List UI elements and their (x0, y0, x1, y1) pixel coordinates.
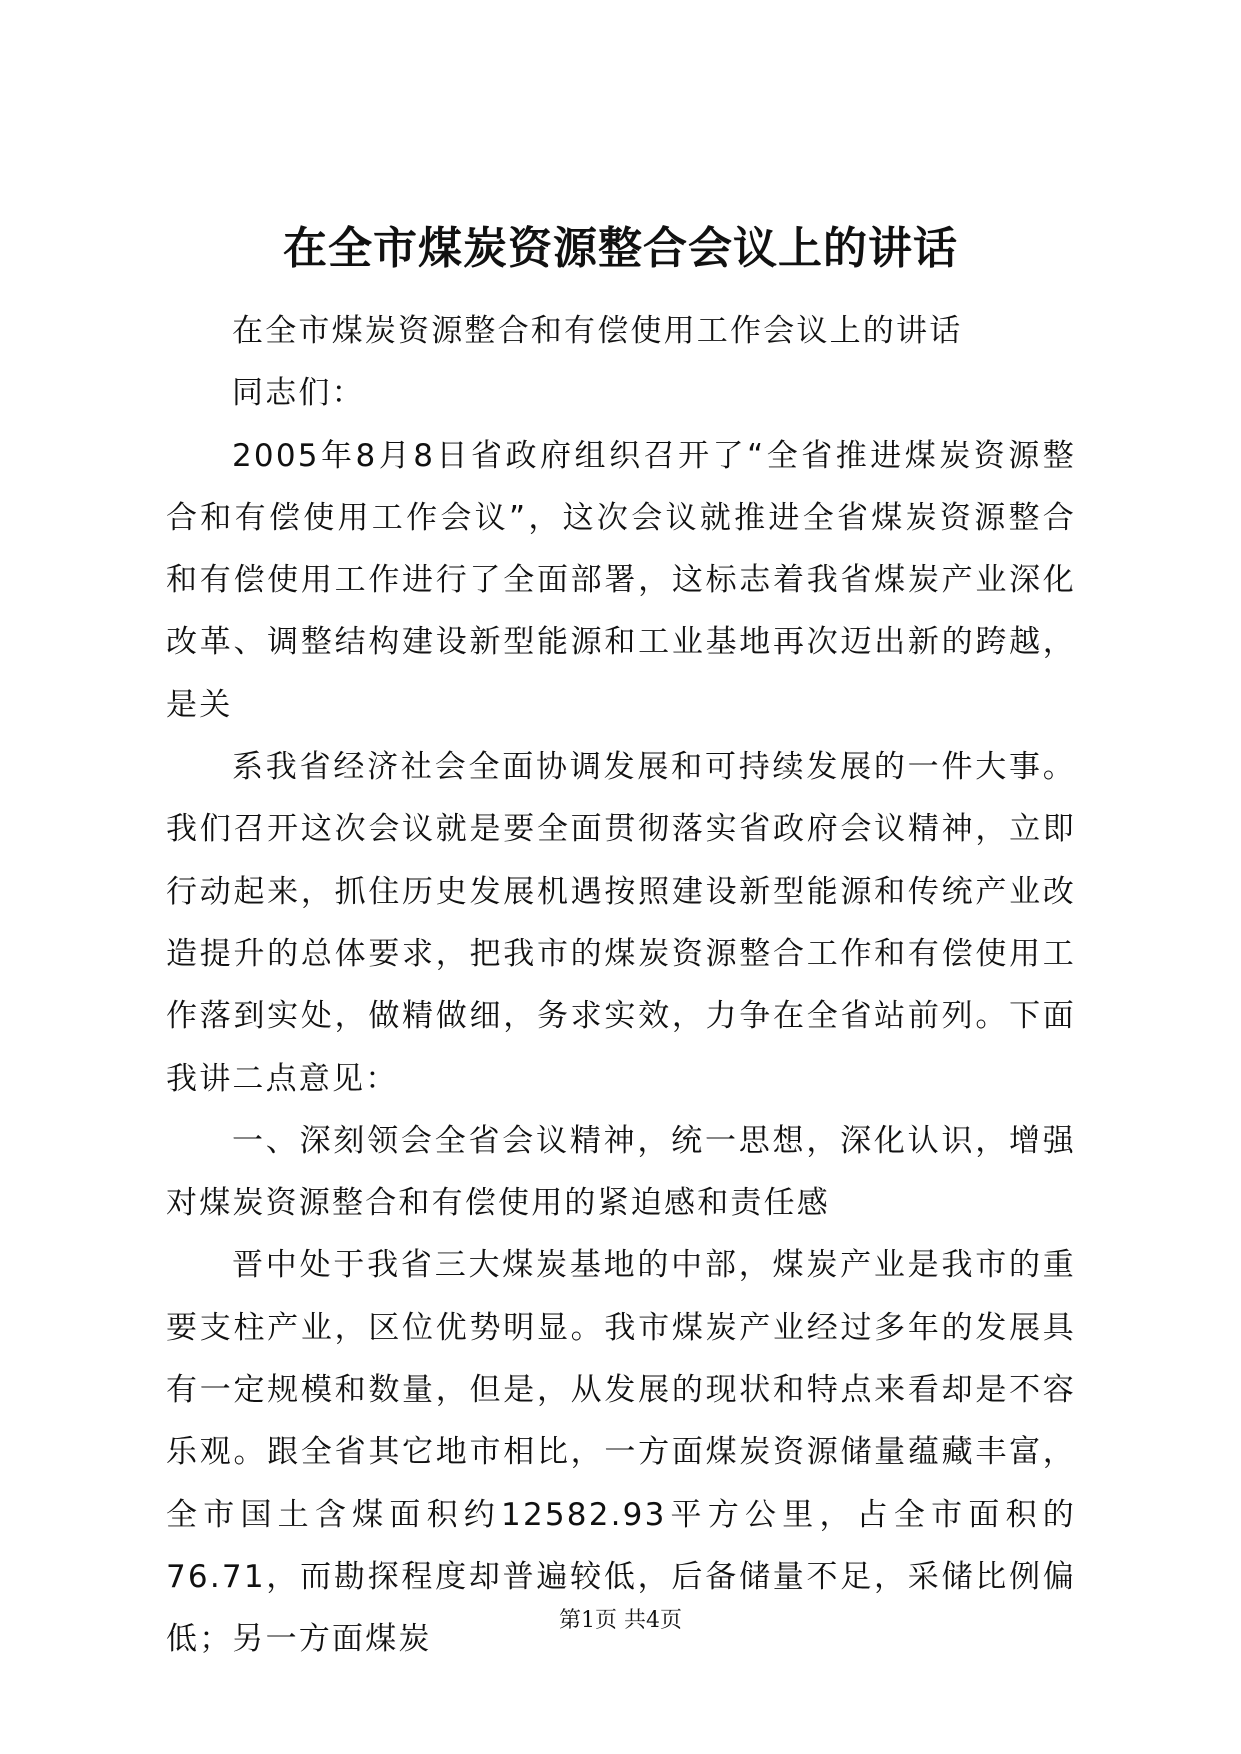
body-paragraph: 系我省经济社会全面协调发展和可持续发展的一件大事。我们召开这次会议就是要全面贯彻落实省政府会议精神，立即行动起来，抓住历史发展机遇按照建设新型能源和传统产业改造提升的总体要求，把我市的煤炭资源整合工作和有偿使用工作落到实处，做精做细，务求实效，力争在全省站前列。下面我讲二点意见： (166, 749, 1076, 1097)
page-number-footer: 第1页 共4页 (559, 1608, 682, 1633)
salutation-paragraph: 同志们： (232, 375, 365, 412)
body-paragraph: 2005年8月8日省政府组织召开了“全省推进煤炭资源整合和有偿使用工作会议”，这次会议就推进全省煤炭资源整合和有偿使用工作进行了全面部署，这标志着我省煤炭产业深化改革、调整结构建设新型能源和工业基地再次迈出新的跨越，是关 (166, 437, 1076, 723)
section-heading-paragraph: 一、深刻领会全省会议精神，统一思想，深化认识，增强对煤炭资源整合和有偿使用的紧迫感和责任感 (166, 1122, 1076, 1222)
body-paragraph: 晋中处于我省三大煤炭基地的中部，煤炭产业是我市的重要支柱产业，区位优势明显。我市煤炭产业经过多年的发展具有一定规模和数量，但是，从发展的现状和特点来看却是不容乐观。跟全省其它地市相比，一方面煤炭资源储量蕴藏丰富，全市国土含煤面积约12582.93平方公里，占全市面积的76.71，而勘探程度却普遍较低，后备储量不足，采储比例偏低；另一方面煤炭 (166, 1247, 1076, 1658)
document-body (166, 300, 1076, 1671)
subtitle-paragraph: 在全市煤炭资源整合和有偿使用工作会议上的讲话 (232, 313, 963, 349)
document-title: 在全市煤炭资源整合会议上的讲话 (283, 223, 958, 274)
